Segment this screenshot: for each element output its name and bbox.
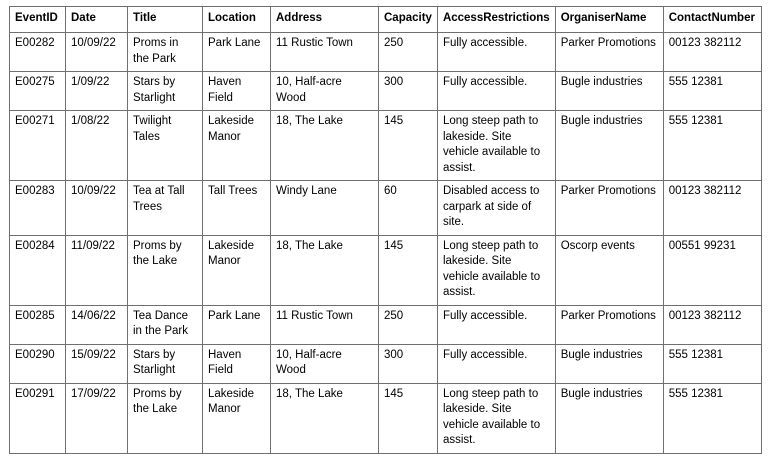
header-capacity: Capacity bbox=[379, 7, 438, 33]
cell-location: Lakeside Manor bbox=[203, 235, 271, 305]
cell-access-restrictions: Long steep path to lakeside. Site vehicle available to assist. bbox=[437, 235, 555, 305]
cell-title: Stars by Starlight bbox=[128, 344, 203, 383]
cell-date: 14/06/22 bbox=[66, 305, 128, 344]
cell-address: 11 Rustic Town bbox=[271, 305, 379, 344]
cell-capacity: 60 bbox=[379, 181, 438, 236]
table-body bbox=[10, 33, 762, 454]
table-row bbox=[10, 181, 762, 236]
cell-address: 18, The Lake bbox=[271, 111, 379, 181]
cell-title: Proms by the Lake bbox=[128, 235, 203, 305]
cell-title: Stars by Starlight bbox=[128, 72, 203, 111]
cell-capacity: 300 bbox=[379, 344, 438, 383]
cell-organiser-name: Bugle industries bbox=[555, 72, 663, 111]
events-table-container bbox=[9, 6, 762, 454]
header-access-restrictions: AccessRestrictions bbox=[437, 7, 555, 33]
header-organiser-name: OrganiserName bbox=[555, 7, 663, 33]
cell-organiser-name: Oscorp events bbox=[555, 235, 663, 305]
table-row bbox=[10, 305, 762, 344]
table-row bbox=[10, 111, 762, 181]
cell-event-id: E00275 bbox=[10, 72, 66, 111]
cell-access-restrictions: Long steep path to lakeside. Site vehicle available to assist. bbox=[437, 111, 555, 181]
cell-event-id: E00291 bbox=[10, 383, 66, 453]
table-row bbox=[10, 72, 762, 111]
cell-date: 10/09/22 bbox=[66, 181, 128, 236]
cell-contact-number: 00123 382112 bbox=[663, 305, 761, 344]
cell-capacity: 250 bbox=[379, 305, 438, 344]
cell-organiser-name: Parker Promotions bbox=[555, 305, 663, 344]
cell-capacity: 300 bbox=[379, 72, 438, 111]
cell-contact-number: 00123 382112 bbox=[663, 181, 761, 236]
cell-title: Tea Dance in the Park bbox=[128, 305, 203, 344]
cell-organiser-name: Parker Promotions bbox=[555, 181, 663, 236]
cell-location: Lakeside Manor bbox=[203, 383, 271, 453]
cell-event-id: E00271 bbox=[10, 111, 66, 181]
cell-location: Lakeside Manor bbox=[203, 111, 271, 181]
cell-access-restrictions: Disabled access to carpark at side of site. bbox=[437, 181, 555, 236]
cell-access-restrictions: Long steep path to lakeside. Site vehicle available to assist. bbox=[437, 383, 555, 453]
header-address: Address bbox=[271, 7, 379, 33]
table-row bbox=[10, 33, 762, 72]
cell-title: Twilight Tales bbox=[128, 111, 203, 181]
cell-capacity: 145 bbox=[379, 235, 438, 305]
cell-access-restrictions: Fully accessible. bbox=[437, 305, 555, 344]
cell-address: 10, Half-acre Wood bbox=[271, 344, 379, 383]
cell-contact-number: 00123 382112 bbox=[663, 33, 761, 72]
cell-location: Park Lane bbox=[203, 305, 271, 344]
cell-date: 10/09/22 bbox=[66, 33, 128, 72]
cell-location: Tall Trees bbox=[203, 181, 271, 236]
table-row bbox=[10, 235, 762, 305]
events-table bbox=[9, 6, 762, 454]
header-event-id: EventID bbox=[10, 7, 66, 33]
cell-title: Proms by the Lake bbox=[128, 383, 203, 453]
cell-access-restrictions: Fully accessible. bbox=[437, 33, 555, 72]
cell-address: 11 Rustic Town bbox=[271, 33, 379, 72]
header-title: Title bbox=[128, 7, 203, 33]
cell-date: 1/08/22 bbox=[66, 111, 128, 181]
cell-location: Haven Field bbox=[203, 344, 271, 383]
cell-title: Proms in the Park bbox=[128, 33, 203, 72]
cell-access-restrictions: Fully accessible. bbox=[437, 72, 555, 111]
cell-contact-number: 555 12381 bbox=[663, 72, 761, 111]
cell-event-id: E00285 bbox=[10, 305, 66, 344]
cell-organiser-name: Bugle industries bbox=[555, 111, 663, 181]
cell-event-id: E00290 bbox=[10, 344, 66, 383]
cell-title: Tea at Tall Trees bbox=[128, 181, 203, 236]
cell-date: 15/09/22 bbox=[66, 344, 128, 383]
cell-location: Park Lane bbox=[203, 33, 271, 72]
cell-contact-number: 00551 99231 bbox=[663, 235, 761, 305]
table-row bbox=[10, 383, 762, 453]
cell-address: 18, The Lake bbox=[271, 383, 379, 453]
cell-address: 18, The Lake bbox=[271, 235, 379, 305]
header-location: Location bbox=[203, 7, 271, 33]
cell-access-restrictions: Fully accessible. bbox=[437, 344, 555, 383]
cell-organiser-name: Bugle industries bbox=[555, 344, 663, 383]
table-header bbox=[10, 7, 762, 33]
cell-event-id: E00282 bbox=[10, 33, 66, 72]
cell-event-id: E00283 bbox=[10, 181, 66, 236]
cell-address: Windy Lane bbox=[271, 181, 379, 236]
header-date: Date bbox=[66, 7, 128, 33]
cell-capacity: 145 bbox=[379, 383, 438, 453]
cell-contact-number: 555 12381 bbox=[663, 344, 761, 383]
cell-organiser-name: Parker Promotions bbox=[555, 33, 663, 72]
cell-organiser-name: Bugle industries bbox=[555, 383, 663, 453]
header-row bbox=[10, 7, 762, 33]
cell-date: 1/09/22 bbox=[66, 72, 128, 111]
cell-address: 10, Half-acre Wood bbox=[271, 72, 379, 111]
header-contact-number: ContactNumber bbox=[663, 7, 761, 33]
cell-location: Haven Field bbox=[203, 72, 271, 111]
cell-date: 17/09/22 bbox=[66, 383, 128, 453]
cell-capacity: 250 bbox=[379, 33, 438, 72]
cell-date: 11/09/22 bbox=[66, 235, 128, 305]
table-row bbox=[10, 344, 762, 383]
cell-contact-number: 555 12381 bbox=[663, 383, 761, 453]
cell-capacity: 145 bbox=[379, 111, 438, 181]
cell-event-id: E00284 bbox=[10, 235, 66, 305]
cell-contact-number: 555 12381 bbox=[663, 111, 761, 181]
